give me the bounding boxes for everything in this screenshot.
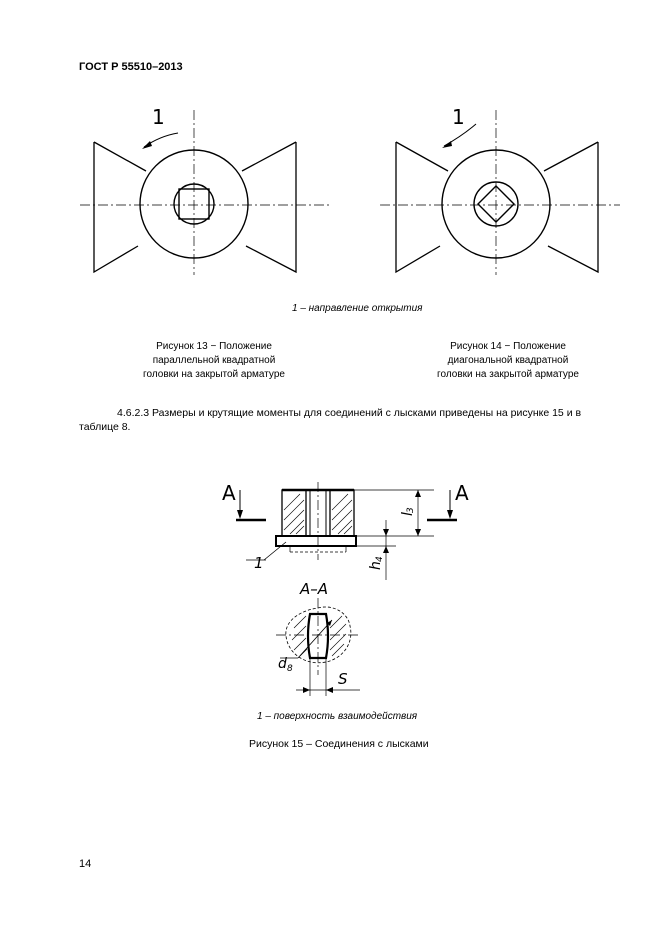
dimension-l: l xyxy=(400,512,416,516)
dimension-d: d xyxy=(278,656,287,672)
section-view-label: A–A xyxy=(300,580,329,598)
paragraph-line-1: 4.6.2.3 Размеры и крутящие моменты для соединений с лысками приведены на рисунке 15 и в xyxy=(117,407,582,419)
figure-13-drawing xyxy=(80,100,330,275)
document-header: ГОСТ Р 55510–2013 xyxy=(79,61,183,73)
figure-15-drawing xyxy=(210,470,480,700)
figure-13-caption: Рисунок 13 − Положение параллельной квадратной головки на закрытой арматуре xyxy=(143,341,285,380)
direction-marker-14: 1 xyxy=(452,105,465,129)
dimension-s: S xyxy=(338,670,348,688)
figure-15-legend: 1 – поверхность взаимодействия xyxy=(257,711,418,722)
figure-14-caption: Рисунок 14 − Положение диагональной квадратной головки на закрытой арматуре xyxy=(437,341,579,380)
figure-15-caption: Рисунок 15 – Соединения с лысками xyxy=(249,738,429,750)
paragraph-line-2: таблице 8. xyxy=(79,421,131,433)
page-number: 14 xyxy=(79,858,92,870)
dimension-d-subscript: 8 xyxy=(287,664,293,674)
direction-marker-13: 1 xyxy=(152,105,165,129)
section-label-right: A xyxy=(455,481,469,505)
dimension-h: h xyxy=(368,561,384,570)
callout-1: 1 xyxy=(254,554,264,572)
dimension-h-subscript: 4 xyxy=(375,556,385,562)
figure-14-drawing xyxy=(380,100,630,275)
dimension-l-subscript: 3 xyxy=(406,507,416,513)
section-label-left: A xyxy=(222,481,236,505)
figure-legend: 1 – направление открытия xyxy=(292,303,423,314)
